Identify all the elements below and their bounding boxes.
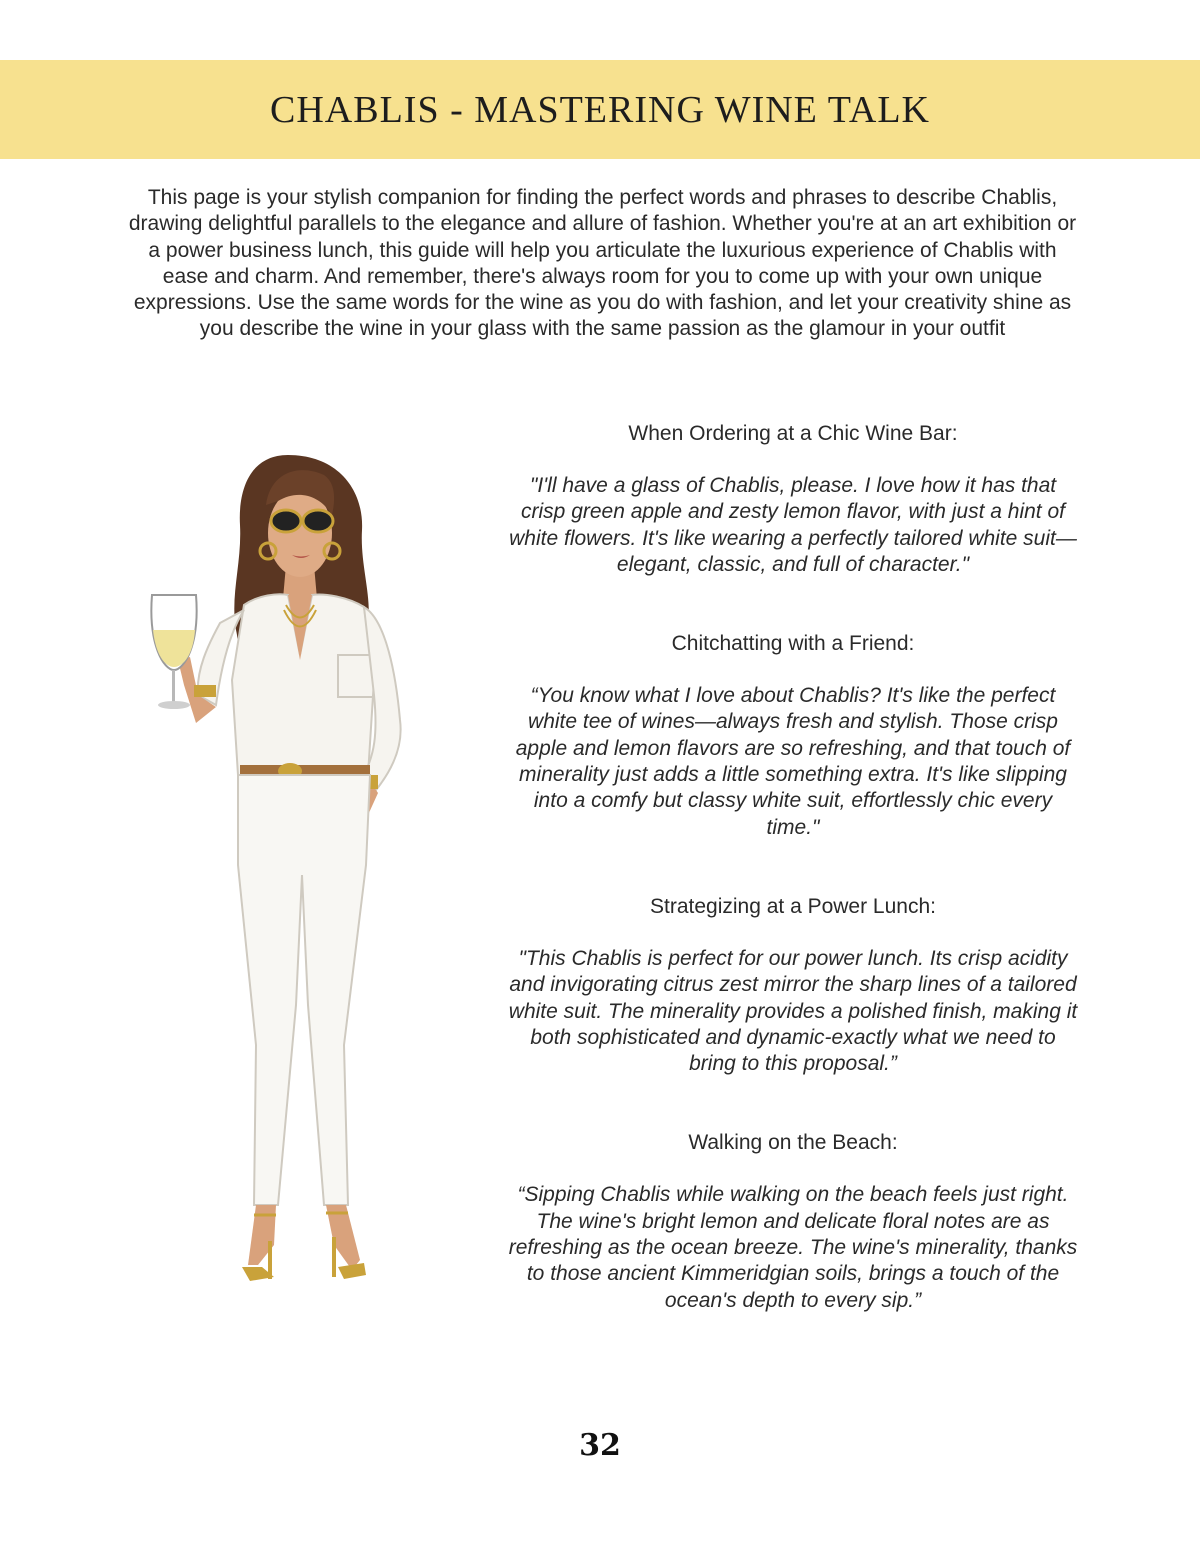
section-chitchatting-friend	[505, 631, 1081, 841]
section-quote: “Sipping Chablis while walking on the beach feels just right. The wine's bright lemon and delicate floral notes are as refreshing as the ocean breeze. The wine's minerality, thanks to those ancient Kimmeridgian soils, brings a touch of the ocean's depth to every sip.”	[508, 1183, 1078, 1312]
section-walking-beach	[505, 1130, 1081, 1313]
section-chic-wine-bar	[505, 421, 1081, 578]
section-quote: "This Chablis is perfect for our power lunch. Its crisp acidity and invigorating citrus zest mirror the sharp lines of a tailored white suit. The minerality provides a polished finish, making it both sophisticated and dynamic-exactly what we need to bring to this proposal.”	[508, 946, 1078, 1076]
intro-paragraph: This page is your stylish companion for finding the perfect words and phrases to describe Chablis, drawing delightful parallels to the elegance and allure of fashion. Whether you're at an art exhibition or a power business lunch, this guide will help you articulate the luxurious experience of Chablis with ease and charm. And remember, there's always room for you to come up with your own unique expressions. Use the same words for the wine as you do with fashion, and let your creativity shine as you describe the wine in your glass with the same passion as the glamour in your outfit	[128, 186, 1077, 341]
page-title: CHABLIS - MASTERING WINE TALK	[270, 88, 930, 131]
woman-wine-glass-icon	[138, 445, 468, 1305]
page-number: 32	[579, 1428, 621, 1463]
section-heading: Walking on the Beach:	[688, 1131, 898, 1155]
section-quote: “You know what I love about Chablis? It's like the perfect white tee of wines—always fresh and stylish. Those crisp apple and lemon flavors are so refreshing, and that touch of minerality just adds a little something extra. It's like slipping into a comfy but classy white suit, effortlessly chic every time."	[515, 684, 1071, 839]
section-heading: Strategizing at a Power Lunch:	[649, 894, 936, 918]
title-band	[0, 60, 1200, 159]
section-power-lunch	[505, 894, 1081, 1077]
wine-talk-dialogue	[505, 421, 1081, 1314]
section-heading: Chitchatting with a Friend:	[671, 632, 915, 656]
fashion-illustration	[138, 445, 468, 1305]
section-quote: "I'll have a glass of Chablis, please. I love how it has that crisp green apple and zesty lemon flavor, with just a hint of white flowers. It's like wearing a perfectly tailored white suit—elegant, classic, and full of character."	[509, 474, 1077, 576]
section-heading: When Ordering at a Chic Wine Bar:	[628, 422, 958, 445]
